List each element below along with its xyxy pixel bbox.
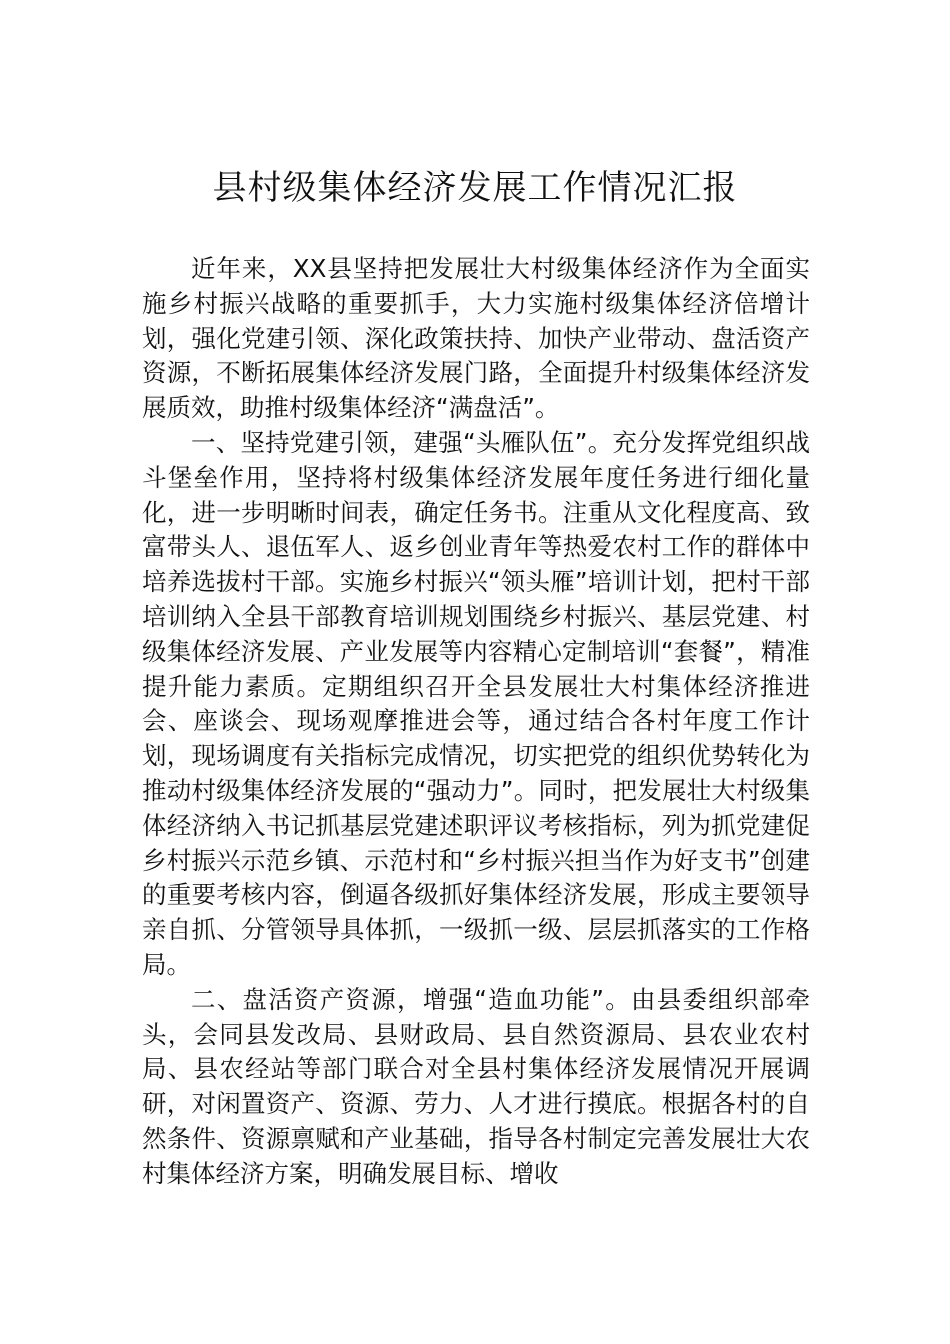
document-body xyxy=(142,252,810,1192)
paragraph-section-2: 二、盘活资产资源，增强“造血功能”。由县委组织部牵头，会同县发改局、县财政局、县自然资源局、县农业农村局、县农经站等部门联合对全县村集体经济发展情况开展调研，对闲置资产、资源、劳力、人才进行摸底。根据各村的自然条件、资源禀赋和产业基础，指导各村制定完善发展壮大农村集体经济方案，明确发展目标、增收 xyxy=(142,984,810,1188)
document-title: 县村级集体经济发展工作情况汇报 xyxy=(212,168,738,208)
paragraph-section-1: 一、坚持党建引领，建强“头雁队伍”。充分发挥党组织战斗堡垒作用，坚持将村级集体经济发展年度任务进行细化量化，进一步明晰时间表，确定任务书。注重从文化程度高、致富带头人、退伍军人、返乡创业青年等热爱农村工作的群体中培养选拔村干部。实施乡村振兴“领头雁”培训计划，把村干部培训纳入全县干部教育培训规划围绕乡村振兴、基层党建、村级集体经济发展、产业发展等内容精心定制培训“套餐”，精准提升能力素质。定期组织召开全县发展壮大村集体经济推进会、座谈会、现场观摩推进会等，通过结合各村年度工作计划，现场调度有关指标完成情况，切实把党的组织优势转化为推动村级集体经济发展的“强动力”。同时，把发展壮大村级集体经济纳入书记抓基层党建述职评议考核指标，列为抓党建促乡村振兴示范乡镇、示范村和“乡村振兴担当作为好支书”创建的重要考核内容，倒逼各级抓好集体经济发展，形成主要领导亲自抓、分管领导具体抓，一级抓一级、层层抓落实的工作格局。 xyxy=(142,427,810,979)
paragraph-intro: 近年来，XX县坚持把发展壮大村级集体经济作为全面实施乡村振兴战略的重要抓手，大力实施村级集体经济倍增计划，强化党建引领、深化政策扶持、加快产业带动、盘活资产资源，不断拓展集体经济发展门路，全面提升村级集体经济发展质效，助推村级集体经济“满盘活”。 xyxy=(142,254,810,423)
